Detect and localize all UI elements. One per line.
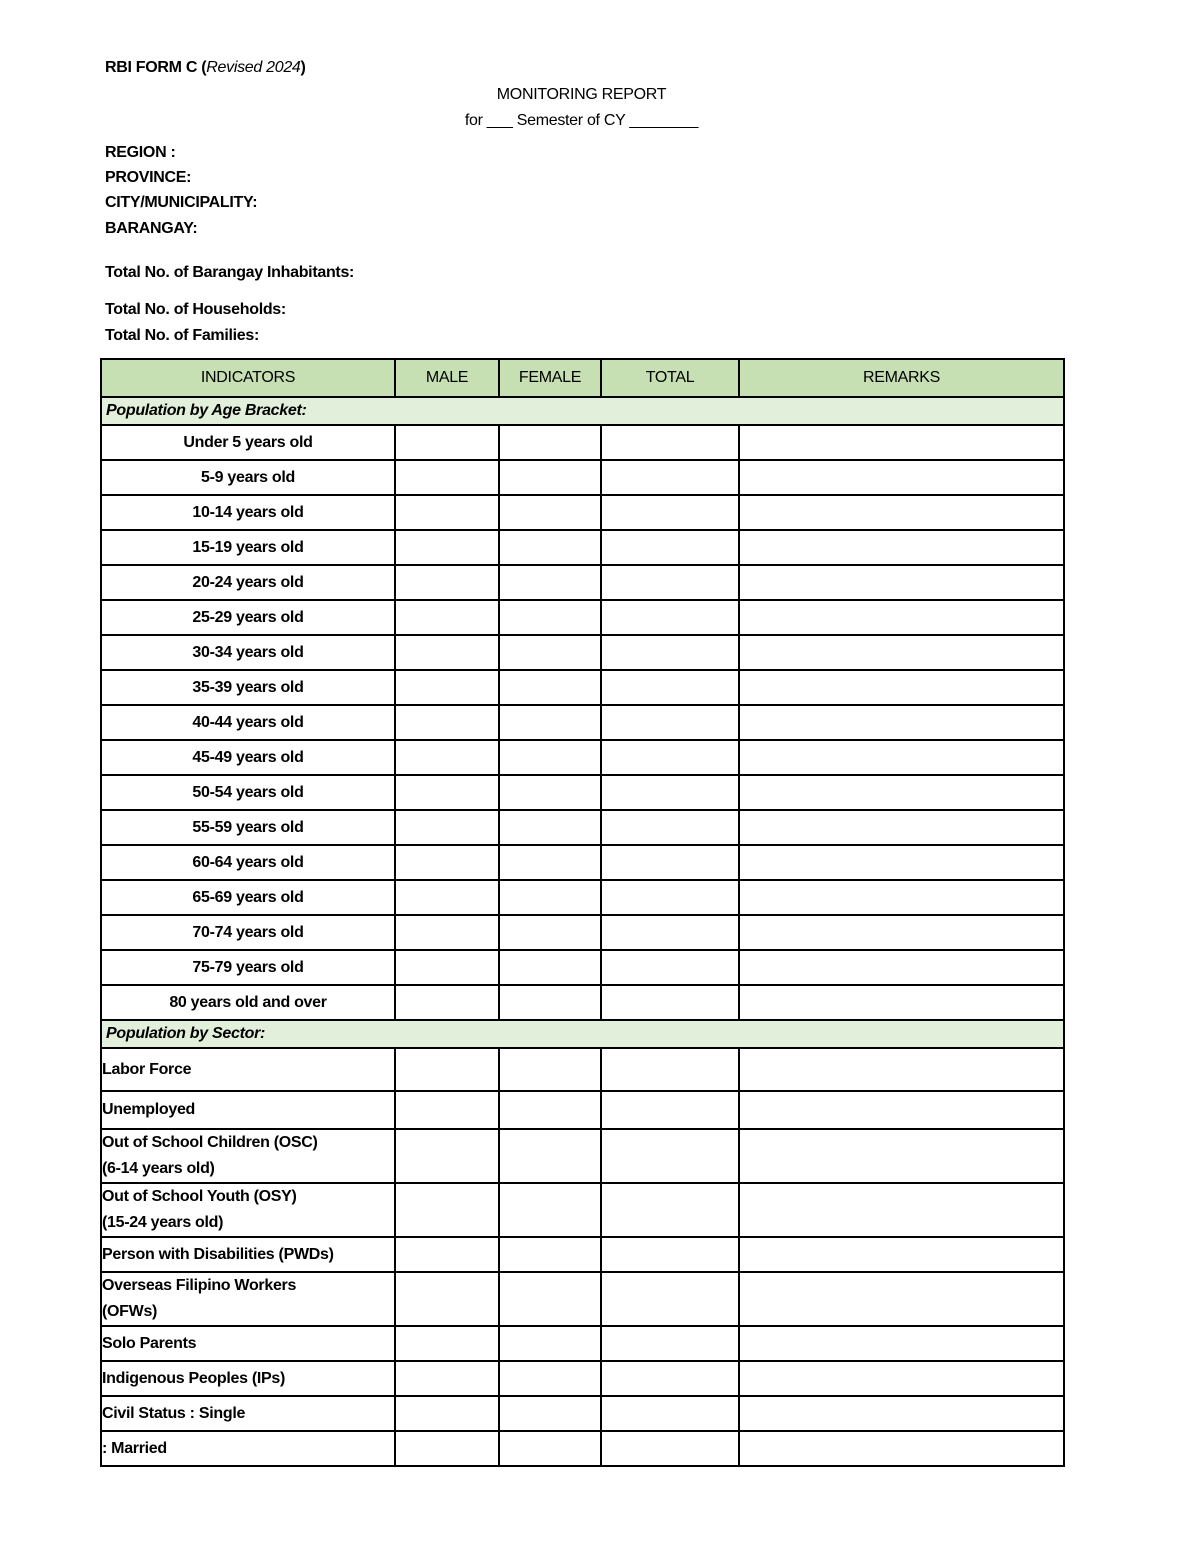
- female-cell[interactable]: [499, 775, 601, 810]
- total-cell[interactable]: [601, 1091, 739, 1129]
- table-row: [101, 1326, 1064, 1361]
- male-cell[interactable]: [395, 880, 499, 915]
- male-cell[interactable]: [395, 1183, 499, 1237]
- female-cell[interactable]: [499, 1129, 601, 1183]
- remarks-cell[interactable]: [739, 565, 1064, 600]
- total-cell[interactable]: [601, 1431, 739, 1466]
- report-title: MONITORING REPORT: [496, 86, 667, 103]
- remarks-cell[interactable]: [739, 1237, 1064, 1272]
- total-cell[interactable]: [601, 1183, 739, 1237]
- total-cell[interactable]: [601, 670, 739, 705]
- remarks-cell[interactable]: [739, 775, 1064, 810]
- male-cell[interactable]: [395, 740, 499, 775]
- indicator-label: 75-79 years old: [101, 950, 395, 985]
- female-cell[interactable]: [499, 1272, 601, 1326]
- table-row: [101, 530, 1064, 565]
- male-cell[interactable]: [395, 705, 499, 740]
- table-row: [101, 495, 1064, 530]
- remarks-cell[interactable]: [739, 1396, 1064, 1431]
- section-age-bracket: [101, 397, 1064, 425]
- remarks-cell[interactable]: [739, 670, 1064, 705]
- table-row: [101, 1431, 1064, 1466]
- indicator-label: 40-44 years old: [101, 705, 395, 740]
- total-cell[interactable]: [601, 775, 739, 810]
- total-cell[interactable]: [601, 1272, 739, 1326]
- section-sector-label: Population by Sector:: [101, 1020, 1064, 1048]
- report-subtitle: for ___ Semester of CY ________: [464, 112, 699, 129]
- table-row: [101, 1237, 1064, 1272]
- indicator-label: : Married: [101, 1431, 395, 1466]
- male-cell[interactable]: [395, 460, 499, 495]
- female-cell[interactable]: [499, 1091, 601, 1129]
- female-cell[interactable]: [499, 880, 601, 915]
- remarks-cell[interactable]: [739, 600, 1064, 635]
- male-cell[interactable]: [395, 810, 499, 845]
- total-cell[interactable]: [601, 810, 739, 845]
- male-cell[interactable]: [395, 1326, 499, 1361]
- indicator-label: Person with Disabilities (PWDs): [101, 1237, 395, 1272]
- female-cell[interactable]: [499, 1237, 601, 1272]
- female-cell[interactable]: [499, 740, 601, 775]
- indicator-label: 35-39 years old: [101, 670, 395, 705]
- remarks-cell[interactable]: [739, 1272, 1064, 1326]
- male-cell[interactable]: [395, 845, 499, 880]
- female-cell[interactable]: [499, 460, 601, 495]
- female-cell[interactable]: [499, 1048, 601, 1091]
- male-cell[interactable]: [395, 1272, 499, 1326]
- remarks-cell[interactable]: [739, 530, 1064, 565]
- total-cell[interactable]: [601, 740, 739, 775]
- remarks-cell[interactable]: [739, 635, 1064, 670]
- total-cell[interactable]: [601, 845, 739, 880]
- indicator-label: 65-69 years old: [101, 880, 395, 915]
- remarks-cell[interactable]: [739, 950, 1064, 985]
- header-remarks: REMARKS: [739, 359, 1064, 397]
- indicator-label: Unemployed: [101, 1091, 395, 1129]
- form-code-label: RBI FORM C (: [105, 59, 207, 76]
- remarks-cell[interactable]: [739, 1183, 1064, 1237]
- total-cell[interactable]: [601, 495, 739, 530]
- table-row: [101, 880, 1064, 915]
- indicator-label: 30-34 years old: [101, 635, 395, 670]
- total-cell[interactable]: [601, 985, 739, 1020]
- section-age-bracket-label: Population by Age Bracket:: [101, 397, 1064, 425]
- indicator-label: 80 years old and over: [101, 985, 395, 1020]
- form-revised: Revised 2024: [206, 59, 301, 76]
- female-cell[interactable]: [499, 495, 601, 530]
- indicator-label: 55-59 years old: [101, 810, 395, 845]
- female-cell[interactable]: [499, 425, 601, 460]
- female-cell[interactable]: [499, 670, 601, 705]
- female-cell[interactable]: [499, 1183, 601, 1237]
- indicator-label: Under 5 years old: [101, 425, 395, 460]
- female-cell[interactable]: [499, 915, 601, 950]
- male-cell[interactable]: [395, 915, 499, 950]
- male-cell[interactable]: [395, 425, 499, 460]
- table-row: [101, 950, 1064, 985]
- table-row: [101, 1091, 1064, 1129]
- indicator-label: 15-19 years old: [101, 530, 395, 565]
- male-cell[interactable]: [395, 775, 499, 810]
- female-cell[interactable]: [499, 985, 601, 1020]
- male-cell[interactable]: [395, 670, 499, 705]
- header-female: FEMALE: [499, 359, 601, 397]
- remarks-cell[interactable]: [739, 705, 1064, 740]
- city-label: CITY/MUNICIPALITY:: [105, 194, 258, 211]
- female-cell[interactable]: [499, 950, 601, 985]
- indicator-label: Out of School Youth (OSY) (15-24 years old): [101, 1183, 395, 1237]
- indicator-label: Out of School Children (OSC) (6-14 years old): [101, 1129, 395, 1183]
- form-code-close: ): [300, 59, 306, 76]
- male-cell[interactable]: [395, 600, 499, 635]
- total-cell[interactable]: [601, 1396, 739, 1431]
- male-cell[interactable]: [395, 1237, 499, 1272]
- female-cell[interactable]: [499, 705, 601, 740]
- remarks-cell[interactable]: [739, 1129, 1064, 1183]
- total-cell[interactable]: [601, 565, 739, 600]
- families-label: Total No. of Families:: [105, 327, 260, 344]
- header-male: MALE: [395, 359, 499, 397]
- indicator-label: 45-49 years old: [101, 740, 395, 775]
- remarks-cell[interactable]: [739, 845, 1064, 880]
- table-row: [101, 705, 1064, 740]
- total-cell[interactable]: [601, 635, 739, 670]
- female-cell[interactable]: [499, 1396, 601, 1431]
- total-cell[interactable]: [601, 1237, 739, 1272]
- male-cell[interactable]: [395, 1396, 499, 1431]
- male-cell[interactable]: [395, 530, 499, 565]
- female-cell[interactable]: [499, 530, 601, 565]
- indicator-label: 70-74 years old: [101, 915, 395, 950]
- indicator-label: Solo Parents: [101, 1326, 395, 1361]
- total-cell[interactable]: [601, 1129, 739, 1183]
- remarks-cell[interactable]: [739, 740, 1064, 775]
- remarks-cell[interactable]: [739, 495, 1064, 530]
- region-label: REGION :: [105, 144, 176, 161]
- indicator-label: Indigenous Peoples (IPs): [101, 1361, 395, 1396]
- table-row: [101, 600, 1064, 635]
- table-row: [101, 565, 1064, 600]
- header-row: [101, 359, 1064, 397]
- total-cell[interactable]: [601, 915, 739, 950]
- section-sector: [101, 1020, 1064, 1048]
- inhabitants-label: Total No. of Barangay Inhabitants:: [105, 264, 355, 281]
- table-row: [101, 915, 1064, 950]
- male-cell[interactable]: [395, 1129, 499, 1183]
- total-cell[interactable]: [601, 530, 739, 565]
- households-label: Total No. of Households:: [105, 301, 286, 318]
- indicator-label: 50-54 years old: [101, 775, 395, 810]
- form-code: [105, 59, 306, 77]
- female-cell[interactable]: [499, 1326, 601, 1361]
- table-row: [101, 1183, 1064, 1237]
- table-row: [101, 1129, 1064, 1183]
- table-row: [101, 985, 1064, 1020]
- table-row: [101, 1048, 1064, 1091]
- barangay-label: BARANGAY:: [105, 220, 198, 237]
- remarks-cell[interactable]: [739, 915, 1064, 950]
- male-cell[interactable]: [395, 950, 499, 985]
- male-cell[interactable]: [395, 1361, 499, 1396]
- male-cell[interactable]: [395, 635, 499, 670]
- total-cell[interactable]: [601, 1326, 739, 1361]
- female-cell[interactable]: [499, 600, 601, 635]
- table-row: [101, 775, 1064, 810]
- total-cell[interactable]: [601, 705, 739, 740]
- remarks-cell[interactable]: [739, 880, 1064, 915]
- province-label: PROVINCE:: [105, 169, 192, 186]
- table-row: [101, 845, 1064, 880]
- table-row: [101, 810, 1064, 845]
- female-cell[interactable]: [499, 810, 601, 845]
- header-total: TOTAL: [601, 359, 739, 397]
- header-indicators: INDICATORS: [101, 359, 395, 397]
- remarks-cell[interactable]: [739, 985, 1064, 1020]
- remarks-cell[interactable]: [739, 1091, 1064, 1129]
- table-row: [101, 1272, 1064, 1326]
- total-cell[interactable]: [601, 460, 739, 495]
- indicator-label: 60-64 years old: [101, 845, 395, 880]
- total-cell[interactable]: [601, 425, 739, 460]
- table-row: [101, 460, 1064, 495]
- remarks-cell[interactable]: [739, 1431, 1064, 1466]
- female-cell[interactable]: [499, 635, 601, 670]
- total-cell[interactable]: [601, 1361, 739, 1396]
- indicator-label: 5-9 years old: [101, 460, 395, 495]
- male-cell[interactable]: [395, 495, 499, 530]
- total-cell[interactable]: [601, 600, 739, 635]
- remarks-cell[interactable]: [739, 1361, 1064, 1396]
- male-cell[interactable]: [395, 985, 499, 1020]
- total-cell[interactable]: [601, 950, 739, 985]
- table-row: [101, 425, 1064, 460]
- male-cell[interactable]: [395, 565, 499, 600]
- total-cell[interactable]: [601, 880, 739, 915]
- female-cell[interactable]: [499, 1361, 601, 1396]
- indicator-label: Civil Status : Single: [101, 1396, 395, 1431]
- female-cell[interactable]: [499, 845, 601, 880]
- indicator-label: Labor Force: [101, 1048, 395, 1091]
- table-row: [101, 1361, 1064, 1396]
- remarks-cell[interactable]: [739, 810, 1064, 845]
- table-row: [101, 670, 1064, 705]
- remarks-cell[interactable]: [739, 1048, 1064, 1091]
- remarks-cell[interactable]: [739, 1326, 1064, 1361]
- table-row: [101, 635, 1064, 670]
- indicator-label: 25-29 years old: [101, 600, 395, 635]
- male-cell[interactable]: [395, 1048, 499, 1091]
- male-cell[interactable]: [395, 1091, 499, 1129]
- female-cell[interactable]: [499, 1431, 601, 1466]
- remarks-cell[interactable]: [739, 425, 1064, 460]
- male-cell[interactable]: [395, 1431, 499, 1466]
- indicator-label: Overseas Filipino Workers (OFWs): [101, 1272, 395, 1326]
- total-cell[interactable]: [601, 1048, 739, 1091]
- table-row: [101, 1396, 1064, 1431]
- remarks-cell[interactable]: [739, 460, 1064, 495]
- table-row: [101, 740, 1064, 775]
- indicator-label: 10-14 years old: [101, 495, 395, 530]
- indicator-label: 20-24 years old: [101, 565, 395, 600]
- female-cell[interactable]: [499, 565, 601, 600]
- monitoring-table: [100, 358, 1065, 1467]
